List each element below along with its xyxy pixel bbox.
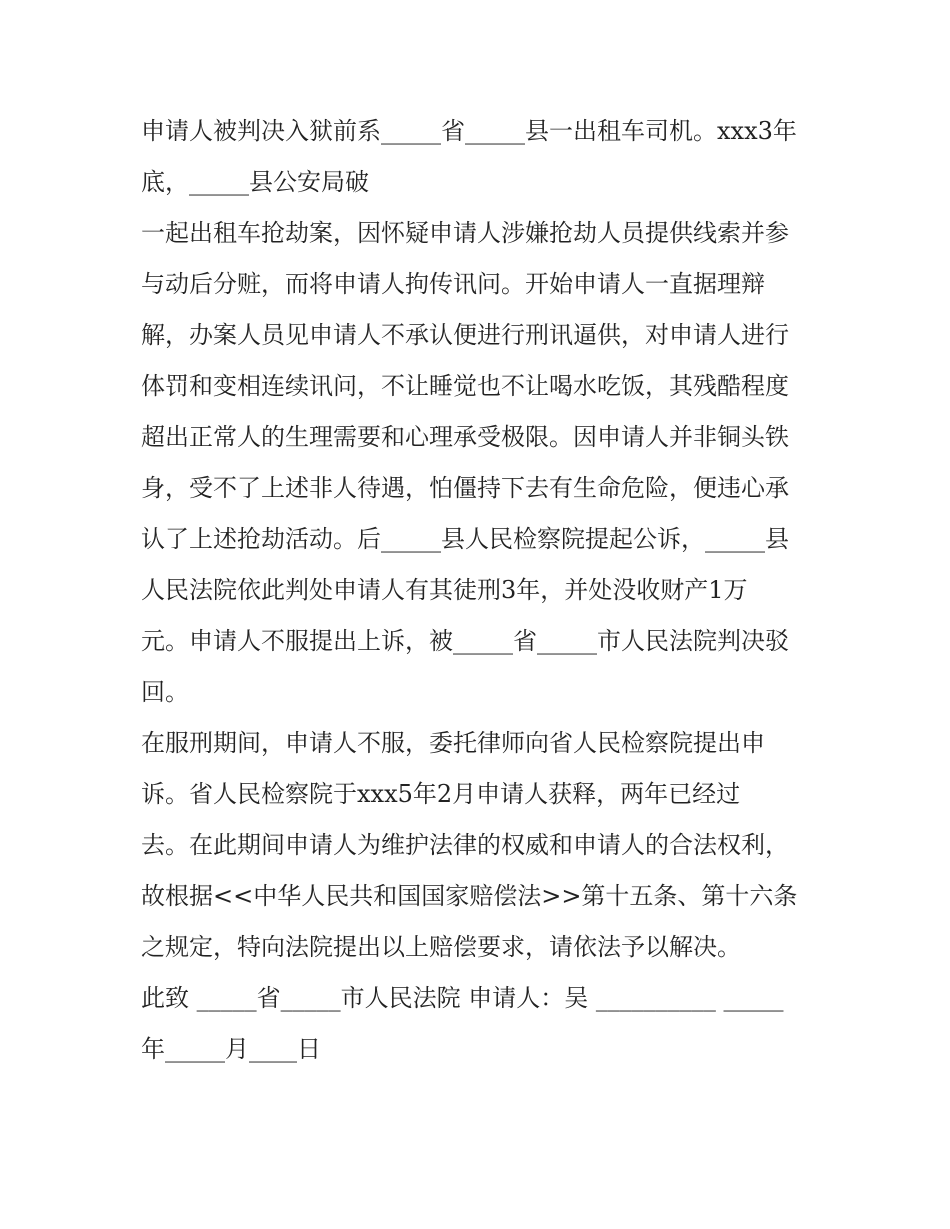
text-line-18: 此致 _____省_____市人民法院 申请人：吴 __________ _____ xyxy=(141,984,784,1012)
text-line-16: 故根据<<中华人民共和国国家赔偿法>>第十五条、第十六条 xyxy=(141,882,798,910)
text-line-1: 申请人被判决入狱前系_____省_____县一出租车司机。xxx3年 xyxy=(141,117,797,145)
text-line-8: 身，受不了上述非人待遇，怕僵持下去有生命危险，便违心承 xyxy=(141,474,789,502)
text-line-13: 在服刑期间，申请人不服，委托律师向省人民检察院提出申 xyxy=(141,729,765,757)
document-body xyxy=(141,106,821,1075)
text-line-3: 一起出租车抢劫案，因怀疑申请人涉嫌抢劫人员提供线索并参 xyxy=(141,219,789,247)
text-line-15: 去。在此期间申请人为维护法律的权威和申请人的合法权利， xyxy=(141,831,789,859)
text-line-11: 元。申请人不服提出上诉，被_____省_____市人民法院判决驳 xyxy=(141,627,789,655)
text-line-9: 认了上述抢劫活动。后_____县人民检察院提起公诉，_____县 xyxy=(141,525,789,553)
text-line-19: 年_____月____日 xyxy=(141,1035,321,1063)
text-line-4: 与动后分赃，而将申请人拘传讯问。开始申请人一直据理辩 xyxy=(141,270,765,298)
text-line-17: 之规定，特向法院提出以上赔偿要求，请依法予以解决。 xyxy=(141,933,741,961)
text-line-6: 体罚和变相连续讯问，不让睡觉也不让喝水吃饭，其残酷程度 xyxy=(141,372,789,400)
text-line-12: 回。 xyxy=(141,678,189,706)
text-line-5: 解，办案人员见申请人不承认便进行刑讯逼供，对申请人进行 xyxy=(141,321,789,349)
text-line-2: 底，_____县公安局破 xyxy=(141,168,369,196)
text-line-7: 超出正常人的生理需要和心理承受极限。因申请人并非铜头铁 xyxy=(141,423,789,451)
text-line-14: 诉。省人民检察院于xxx5年2月申请人获释，两年已经过 xyxy=(141,780,741,808)
text-line-10: 人民法院依此判处申请人有其徒刑3年，并处没收财产1万 xyxy=(141,576,748,604)
